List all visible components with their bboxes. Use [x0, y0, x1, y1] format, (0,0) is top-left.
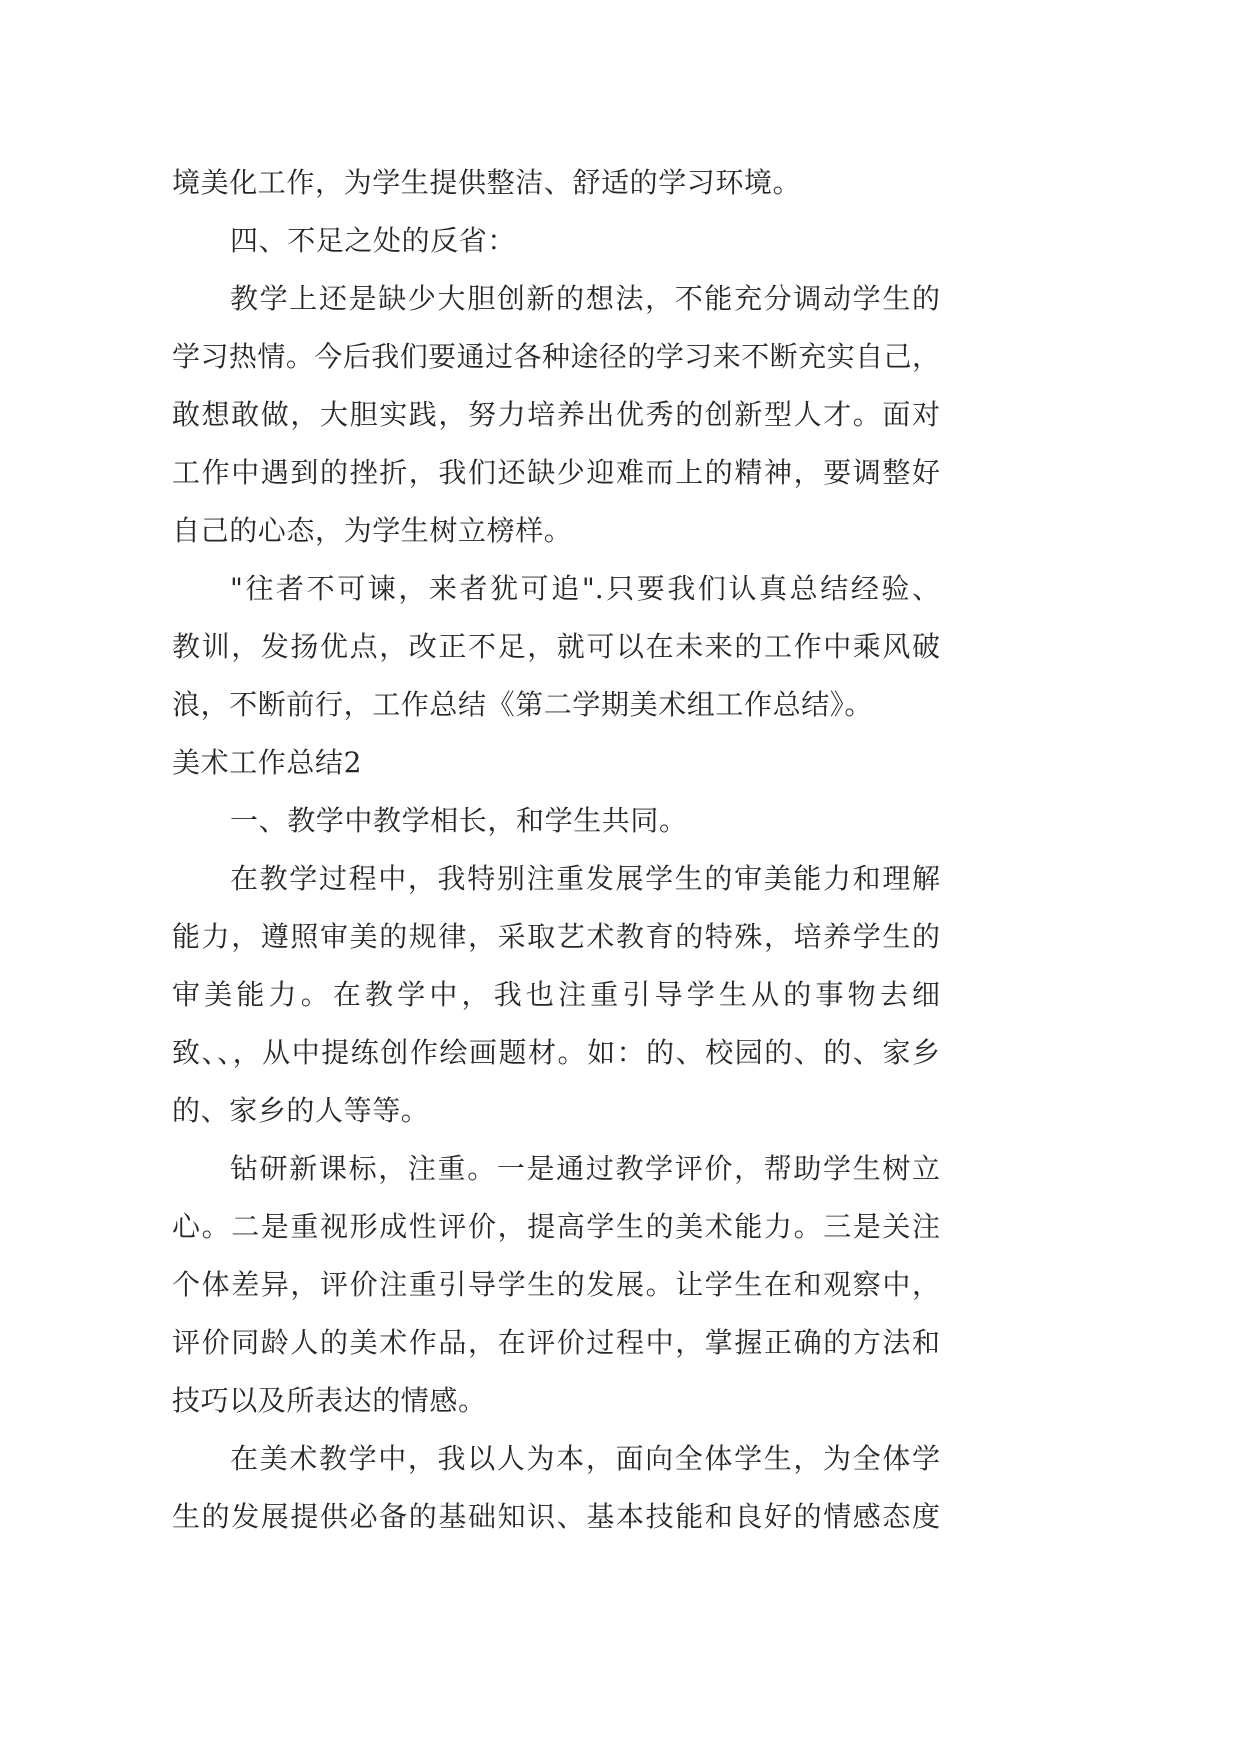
- text-line: "往者不可谏，来者犹可追".只要我们认真总结经验、: [230, 572, 940, 605]
- document-body: [172, 154, 940, 1546]
- text-line: 教训，发扬优点，改正不足，就可以在未来的工作中乘风破: [172, 630, 940, 663]
- paragraph: [172, 1430, 940, 1546]
- text-line: 评价同龄人的美术作品，在评价过程中，掌握正确的方法和: [172, 1326, 940, 1359]
- text-line: 敢想敢做，大胆实践，努力培养出优秀的创新型人才。面对: [172, 398, 940, 431]
- section-title: 美术工作总结2: [172, 746, 363, 779]
- paragraph: [172, 212, 940, 270]
- paragraph: [172, 560, 940, 734]
- text-line: 在教学过程中，我特别注重发展学生的审美能力和理解: [230, 862, 940, 895]
- text-line: 四、不足之处的反省：: [230, 224, 517, 257]
- text-line: 钻研新课标，注重。一是通过教学评价，帮助学生树立: [230, 1152, 940, 1185]
- text-line: 能力，遵照审美的规律，采取艺术教育的特殊，培养学生的: [172, 920, 940, 953]
- paragraph: [172, 850, 940, 1140]
- text-line: 自己的心态，为学生树立榜样。: [172, 514, 573, 547]
- text-line: 境美化工作，为学生提供整洁、舒适的学习环境。: [172, 166, 802, 199]
- paragraph: [172, 1140, 940, 1430]
- text-line: 工作中遇到的挫折，我们还缺少迎难而上的精神，要调整好: [172, 456, 940, 489]
- text-line: 在美术教学中，我以人为本，面向全体学生，为全体学: [230, 1442, 940, 1475]
- text-line: 浪，不断前行，工作总结《第二学期美术组工作总结》。: [172, 688, 874, 721]
- paragraph: [172, 270, 940, 560]
- text-line: 致、、，从中提练创作绘画题材。如：的、校园的、的、家乡: [172, 1036, 940, 1069]
- text-line: 学习热情。今后我们要通过各种途径的学习来不断充实自己，: [172, 340, 940, 373]
- text-line: 的、家乡的人等等。: [172, 1094, 430, 1127]
- paragraph: [172, 792, 940, 850]
- paragraph: [172, 154, 940, 212]
- text-line: 一、教学中教学相长，和学生共同。: [230, 804, 688, 837]
- text-line: 个体差异，评价注重引导学生的发展。让学生在和观察中，: [172, 1268, 940, 1301]
- text-line: 教学上还是缺少大胆创新的想法，不能充分调动学生的: [230, 282, 940, 315]
- text-line: 技巧以及所表达的情感。: [172, 1384, 487, 1417]
- text-line: 审美能力。在教学中，我也注重引导学生从的事物去细: [172, 978, 940, 1011]
- text-line: 心。二是重视形成性评价，提高学生的美术能力。三是关注: [172, 1210, 940, 1243]
- text-line: 生的发展提供必备的基础知识、基本技能和良好的情感态度: [172, 1500, 940, 1533]
